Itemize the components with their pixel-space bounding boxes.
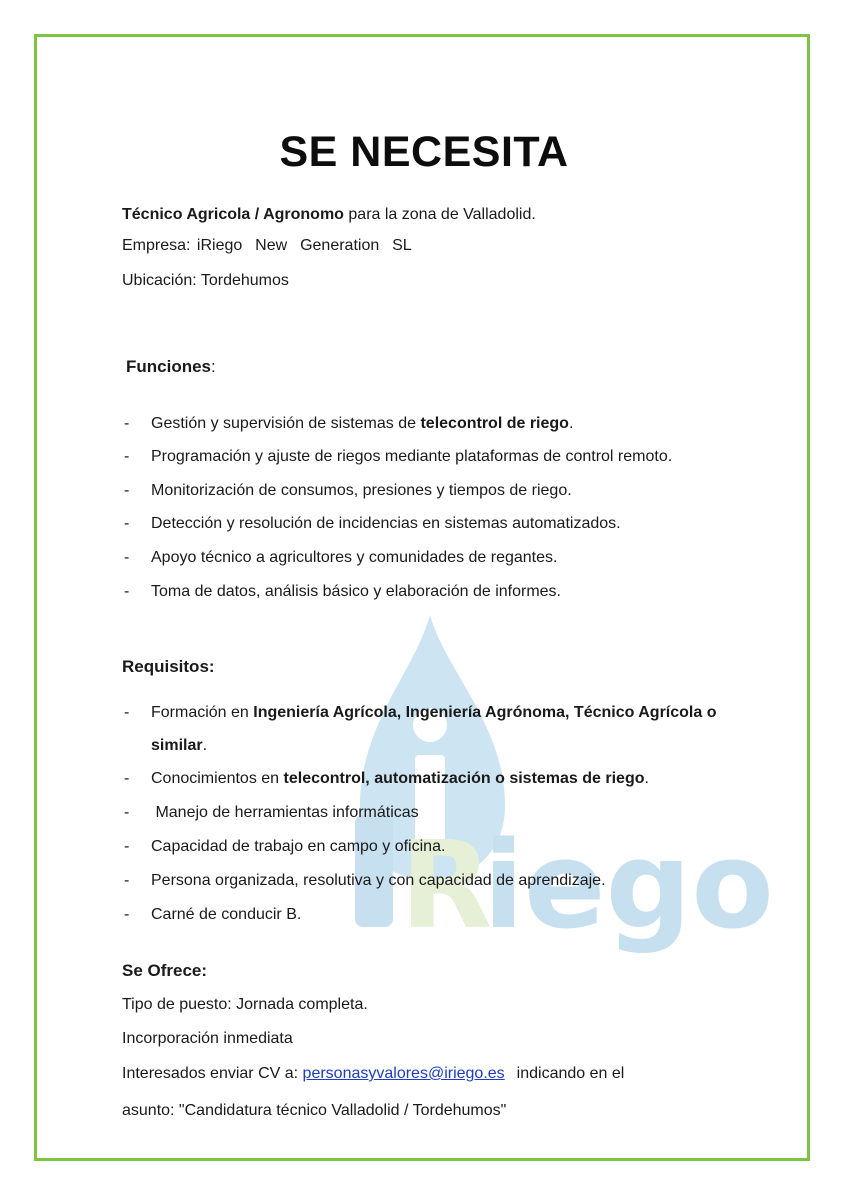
list-item: Carné de conducir B. (151, 906, 302, 923)
list-item: Formación en Ingeniería Agrícola, Ingeniería Agrónoma, Técnico Agrícola o (151, 704, 717, 721)
email-link[interactable]: personasyvalores@iriego.es (302, 1065, 505, 1082)
bullet: - (124, 549, 130, 566)
funciones-heading: Funciones: (126, 357, 216, 376)
list-item: Manejo de herramientas informáticas (151, 804, 419, 821)
bullet: - (124, 872, 130, 889)
requisitos-heading: Requisitos: (122, 657, 215, 676)
svg-text:iego: iego (483, 817, 774, 956)
bullet: - (124, 704, 130, 721)
list-item: Persona organizada, resolutiva y con capacidad de aprendizaje. (151, 872, 606, 889)
subject-line: asunto: "Candidatura técnico Valladolid / Tordehumos" (122, 1102, 507, 1119)
role-title: Técnico Agricola / Agronomo (122, 206, 344, 223)
svg-text:R: R (400, 817, 493, 956)
list-item: Apoyo técnico a agricultores y comunidades de regantes. (151, 549, 558, 566)
company-line (122, 237, 412, 255)
contact-suffix: indicando en el (516, 1065, 625, 1082)
ofrece-heading: Se Ofrece: (122, 961, 208, 980)
list-item: Conocimientos en telecontrol, automatización o sistemas de riego. (151, 770, 649, 787)
company-name: iRiego New Generation SL (196, 237, 412, 254)
location-line: Ubicación: Tordehumos (122, 272, 289, 289)
contact-line (122, 1065, 624, 1083)
list-item: Monitorización de consumos, presiones y tiempos de riego. (151, 482, 572, 499)
list-item: Capacidad de trabajo en campo y oficina. (151, 838, 446, 855)
list-item: Gestión y supervisión de sistemas de telecontrol de riego. (151, 415, 574, 432)
role-line (122, 206, 536, 224)
list-item: Detección y resolución de incidencias en sistemas automatizados. (151, 515, 621, 532)
page-title: SE NECESITA (279, 128, 569, 176)
job-type: Tipo de puesto: Jornada completa. (122, 996, 368, 1013)
bullet: - (124, 448, 130, 465)
start-date: Incorporación inmediata (122, 1030, 293, 1047)
bullet: - (124, 906, 130, 923)
list-item-continuation: similar. (151, 737, 208, 754)
bullet: - (124, 583, 130, 600)
list-item: Programación y ajuste de riegos mediante plataformas de control remoto. (151, 448, 673, 465)
bullet: - (124, 482, 130, 499)
bullet: - (124, 515, 130, 532)
bullet: - (124, 770, 130, 787)
bullet: - (124, 804, 130, 821)
contact-intro: Interesados enviar CV a: (122, 1065, 303, 1082)
company-label: Empresa: (122, 237, 191, 254)
bullet: - (124, 415, 130, 432)
bullet: - (124, 838, 130, 855)
role-location: para la zona de Valladolid. (348, 206, 536, 223)
list-item: Toma de datos, análisis básico y elaboración de informes. (151, 583, 561, 600)
